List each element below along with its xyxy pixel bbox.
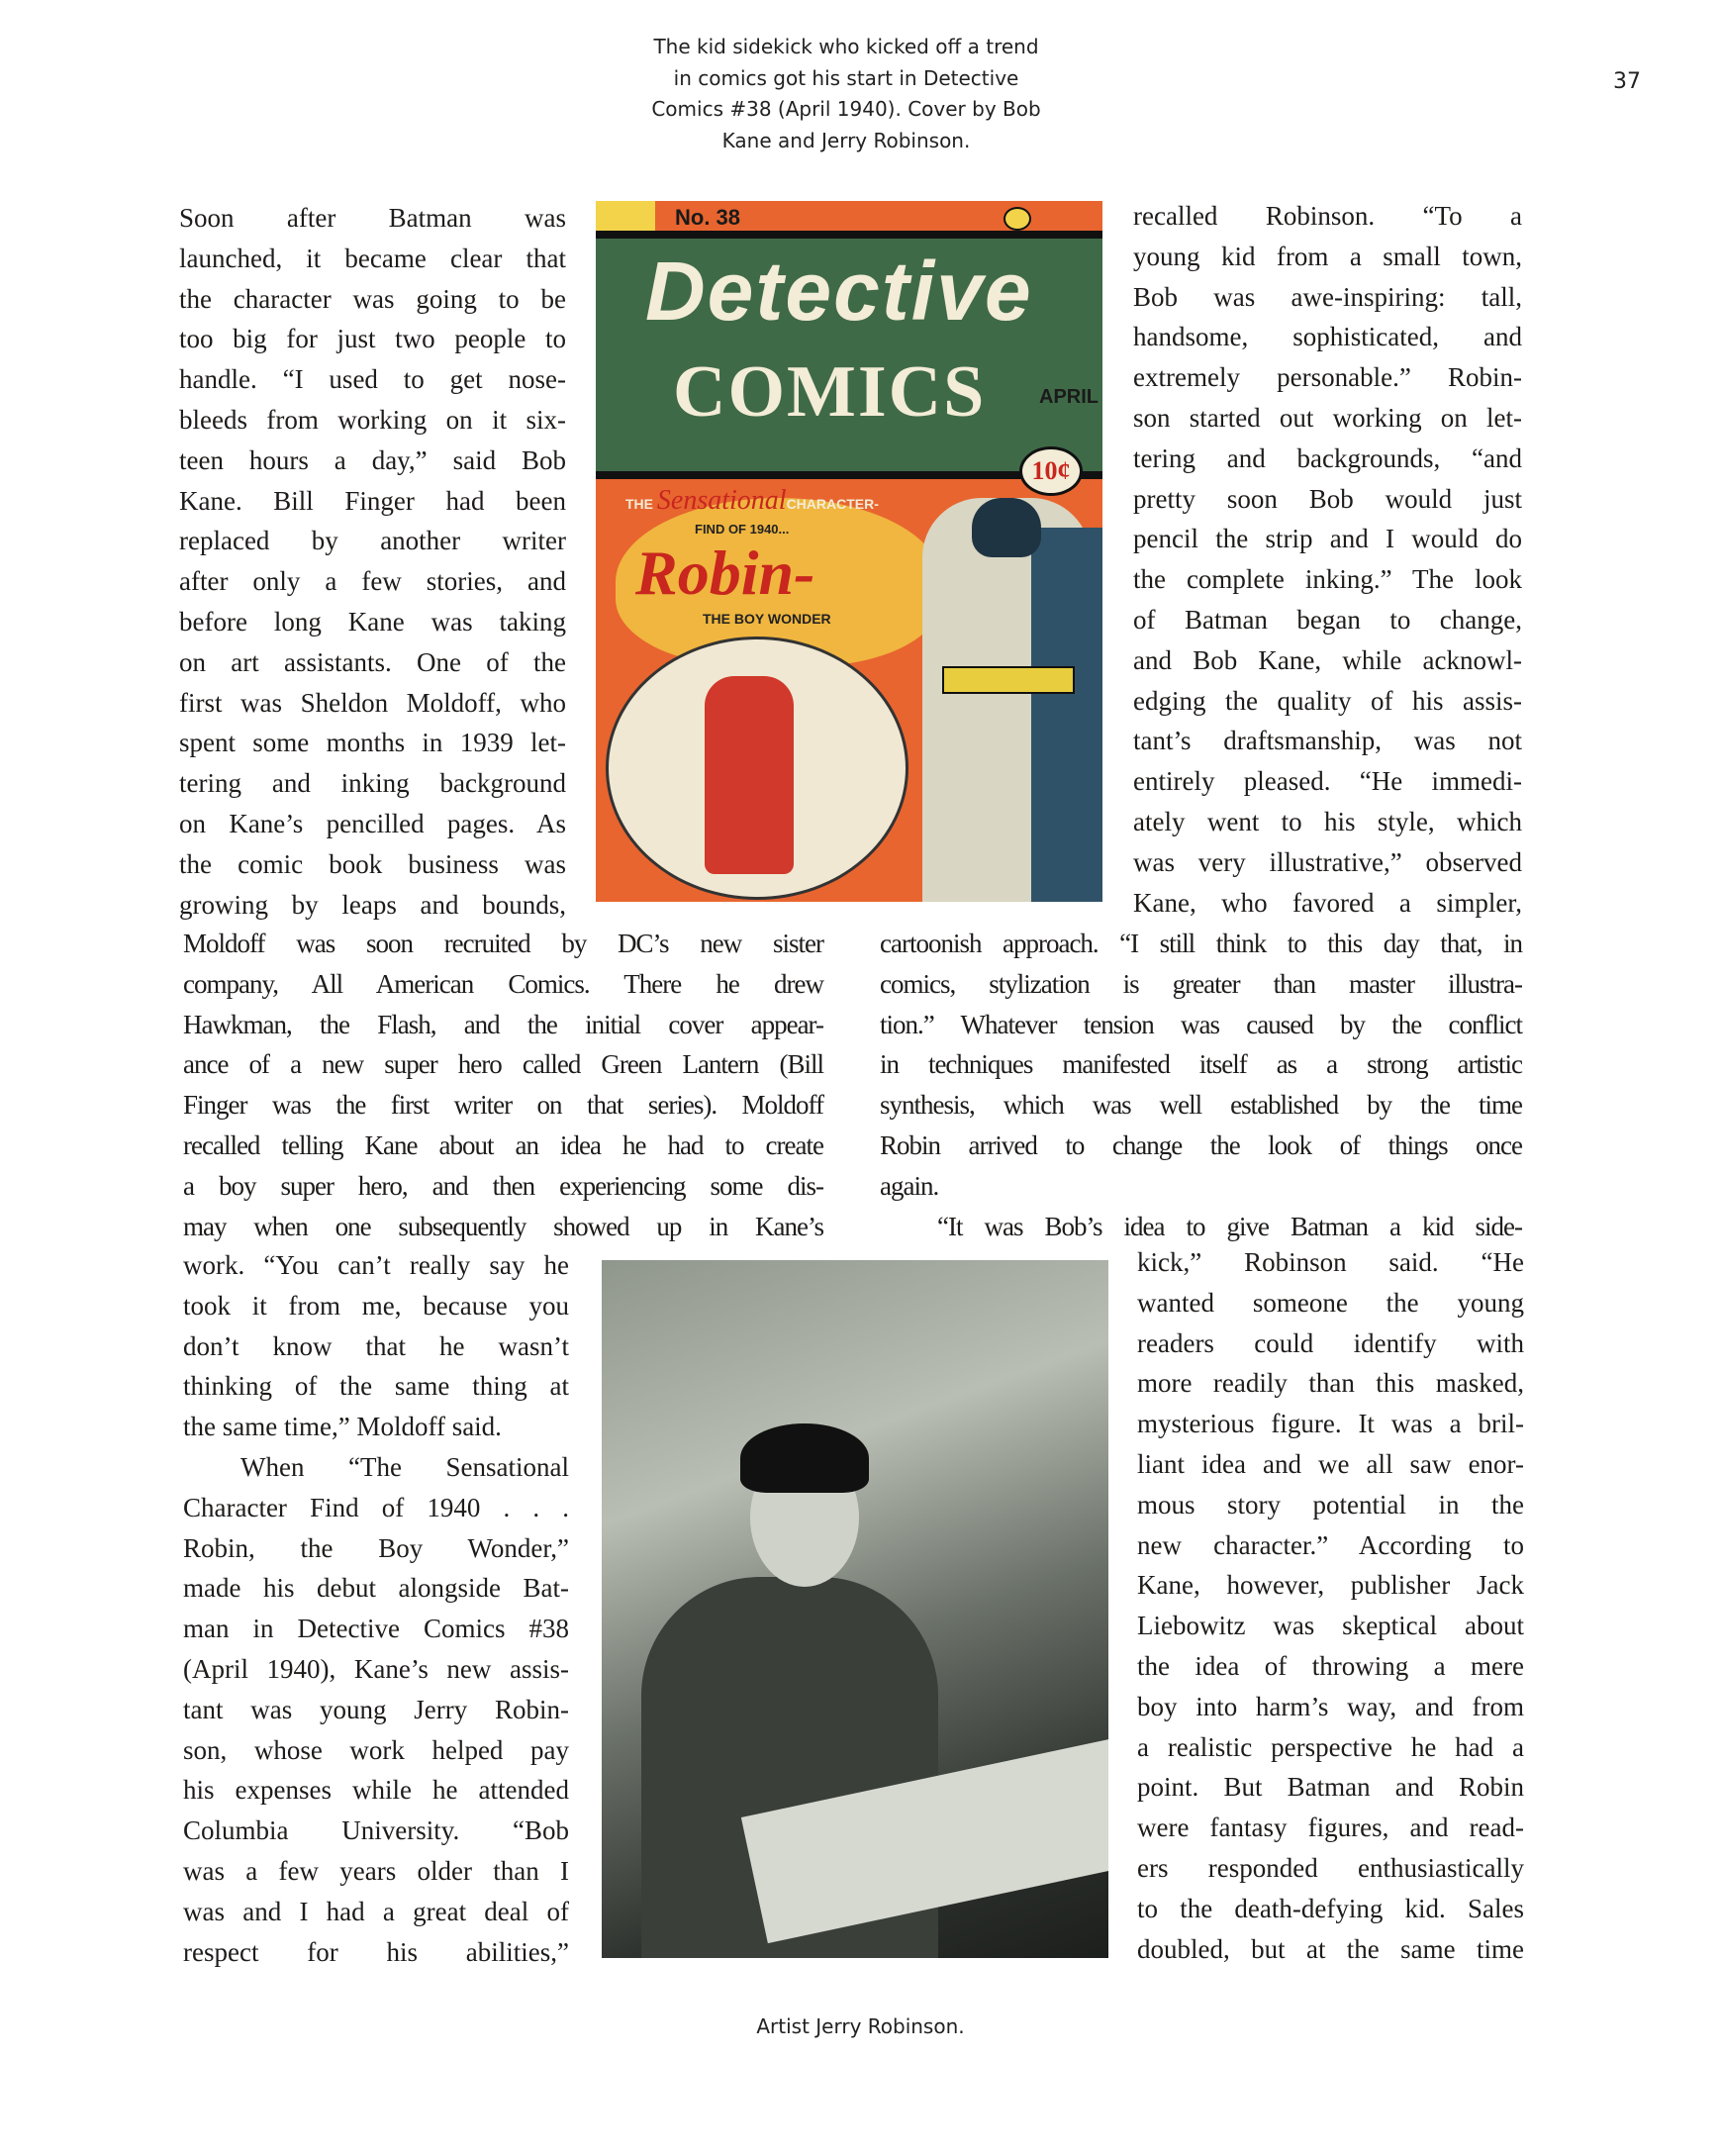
text-line: tering and backgrounds, “and — [1133, 442, 1522, 473]
text-column-lower-left — [183, 1245, 569, 1972]
text-line: Columbia University. “Bob — [183, 1815, 569, 1846]
text-line: wanted someone the young — [1137, 1287, 1524, 1318]
text-line: cartoonish approach. “I still think to this day that, in — [880, 929, 1522, 958]
text-column-middle-left — [183, 924, 823, 1246]
text-line: son started out working on let- — [1133, 402, 1522, 433]
text-line: tant was young Jerry Robin- — [183, 1694, 569, 1724]
text-line: Bob was awe-inspiring: tall, — [1133, 281, 1522, 312]
text-line: of Batman began to change, — [1133, 604, 1522, 635]
text-line: took it from me, because you — [183, 1290, 569, 1321]
text-column-upper-left — [179, 198, 566, 925]
text-line: and Bob Kane, while acknowl- — [1133, 644, 1522, 675]
caption-line: Comics #38 (April 1940). Cover by Bob — [651, 97, 1041, 121]
text-line: Robin, the Boy Wonder,” — [183, 1532, 569, 1563]
text-line: boy into harm’s way, and from — [1137, 1691, 1524, 1721]
caption-line: Kane and Jerry Robinson. — [721, 128, 971, 152]
text-line: edging the quality of his assis- — [1133, 685, 1522, 716]
detective-comics-38-cover-image — [596, 201, 1102, 902]
text-line: Kane, who favored a simpler, — [1133, 887, 1522, 918]
text-line: readers could identify with — [1137, 1327, 1524, 1358]
text-line: doubled, but at the same time — [1137, 1933, 1524, 1964]
text-line: young kid from a small town, — [1133, 241, 1522, 271]
text-column-upper-right — [1133, 196, 1522, 923]
batman-cowl — [972, 498, 1041, 557]
tag-the: THE — [625, 496, 653, 512]
text-line: the character was going to be — [179, 283, 566, 314]
text-line: the idea of throwing a mere — [1137, 1650, 1524, 1681]
text-line: When “The Sensational — [240, 1451, 569, 1482]
text-line: Hawkman, the Flash, and the initial cover appear- — [183, 1009, 823, 1039]
text-line: recalled Robinson. “To a — [1133, 201, 1522, 231]
text-line: pretty soon Bob would just — [1133, 483, 1522, 514]
photo-figure-hair — [740, 1423, 869, 1493]
text-line: was a few years older than I — [183, 1855, 569, 1886]
cover-month: APRIL — [1039, 386, 1099, 408]
text-line: too big for just two people to — [179, 324, 566, 354]
cover-robin-title: Robin- — [635, 538, 815, 608]
text-line: were fantasy figures, and read- — [1137, 1813, 1524, 1843]
text-line: was and I had a great deal of — [183, 1896, 569, 1926]
text-line: tant’s draftsmanship, was not — [1133, 726, 1522, 756]
cover-boy-wonder: THE BOY WONDER — [703, 611, 831, 627]
text-line: recalled telling Kane about an idea he had to create — [183, 1129, 823, 1160]
text-line: handle. “I used to get nose- — [179, 364, 566, 395]
text-line: Character Find of 1940 . . . — [183, 1492, 569, 1522]
text-line: tering and inking background — [179, 768, 566, 799]
text-line: thinking of the same thing at — [183, 1371, 569, 1402]
text-line: (April 1940), Kane’s new assis- — [183, 1653, 569, 1684]
text-line: Moldoff was soon recruited by DC’s new sister — [183, 929, 823, 958]
text-line: company, All American Comics. There he drew — [183, 968, 823, 999]
cover-tagline — [625, 484, 879, 518]
text-line: again. — [880, 1170, 939, 1201]
cover-title-detective: Detective — [645, 245, 1033, 338]
text-line: a realistic perspective he had a — [1137, 1731, 1524, 1762]
text-line: mysterious figure. It was a bril- — [1137, 1409, 1524, 1439]
text-line: after only a few stories, and — [179, 566, 566, 597]
text-line: pencil the strip and I would do — [1133, 524, 1522, 554]
text-line: new character.” According to — [1137, 1529, 1524, 1560]
text-line: made his debut alongside Bat- — [183, 1573, 569, 1604]
dc-logo-icon — [1004, 207, 1031, 231]
text-line: Kane, however, publisher Jack — [1137, 1570, 1524, 1601]
text-line: spent some months in 1939 let- — [179, 728, 566, 758]
text-line: the complete inking.” The look — [1133, 564, 1522, 595]
text-line: in techniques manifested itself as a strong artistic — [880, 1049, 1522, 1080]
text-line: Liebowitz was skeptical about — [1137, 1611, 1524, 1641]
text-line: launched, it became clear that — [179, 243, 566, 273]
text-line: ers responded enthusiastically — [1137, 1852, 1524, 1883]
page-number: 37 — [1613, 69, 1641, 94]
cover-caption — [594, 32, 1099, 156]
tag-character: CHARACTER- — [786, 496, 879, 512]
text-line: before long Kane was taking — [179, 606, 566, 637]
text-line: growing by leaps and bounds, — [179, 889, 566, 920]
text-line: handsome, sophisticated, and — [1133, 322, 1522, 352]
text-line: respect for his abilities,” — [183, 1936, 569, 1967]
text-line: tion.” Whatever tension was caused by the conflict — [880, 1009, 1522, 1039]
caption-line: The kid sidekick who kicked off a trend — [653, 35, 1039, 58]
text-line: kick,” Robinson said. “He — [1137, 1247, 1524, 1277]
text-line: entirely pleased. “He immedi- — [1133, 766, 1522, 797]
tag-sensational: Sensational — [656, 485, 787, 516]
text-line: first was Sheldon Moldoff, who — [179, 687, 566, 718]
text-line: comics, stylization is greater than master illustra- — [880, 968, 1522, 999]
text-line: more readily than this masked, — [1137, 1368, 1524, 1399]
text-line: Robin arrived to change the look of things once — [880, 1129, 1522, 1160]
robin-figure — [705, 676, 794, 874]
cover-find: FIND OF 1940... — [695, 522, 790, 537]
text-line: son, whose work helped pay — [183, 1734, 569, 1765]
text-column-lower-right — [1137, 1242, 1524, 1969]
text-line: the comic book business was — [179, 848, 566, 879]
cover-issue: No. 38 — [675, 205, 741, 230]
text-line: Finger was the first writer on that series). Moldoff — [183, 1090, 823, 1121]
text-line: point. But Batman and Robin — [1137, 1772, 1524, 1803]
text-line: teen hours a day,” said Bob — [179, 444, 566, 475]
text-line: was very illustrative,” observed — [1133, 846, 1522, 877]
text-line: don’t know that he wasn’t — [183, 1330, 569, 1361]
text-line: to the death-defying kid. Sales — [1137, 1893, 1524, 1923]
text-line: mous story potential in the — [1137, 1489, 1524, 1519]
text-line: “It was Bob’s idea to give Batman a kid side- — [937, 1211, 1522, 1241]
batman-cape — [1031, 528, 1102, 902]
text-line: on art assistants. One of the — [179, 646, 566, 677]
text-line: ance of a new super hero called Green Lantern (Bill — [183, 1049, 823, 1080]
text-line: on Kane’s pencilled pages. As — [179, 808, 566, 838]
text-line: work. “You can’t really say he — [183, 1250, 569, 1280]
text-line: Soon after Batman was — [179, 203, 566, 233]
cover-title-comics: COMICS — [673, 351, 987, 433]
text-line: synthesis, which was well established by the time — [880, 1090, 1522, 1121]
caption-line: in comics got his start in Detective — [673, 65, 1019, 90]
photo-caption: Artist Jerry Robinson. — [756, 2014, 965, 2038]
jerry-robinson-photo — [602, 1260, 1108, 1958]
text-line: a boy super hero, and then experiencing some dis- — [183, 1170, 823, 1201]
text-line: Kane. Bill Finger had been — [179, 485, 566, 516]
batman-belt — [942, 666, 1075, 694]
text-line: extremely personable.” Robin- — [1133, 362, 1522, 393]
text-line: ately went to his style, which — [1133, 806, 1522, 836]
text-line: bleeds from working on it six- — [179, 404, 566, 435]
text-line: the same time,” Moldoff said. — [183, 1412, 502, 1442]
text-line: his expenses while he attended — [183, 1775, 569, 1806]
text-column-middle-right — [880, 924, 1522, 1246]
cover-price: 10¢ — [1019, 446, 1083, 496]
text-line: man in Detective Comics #38 — [183, 1614, 569, 1644]
text-line: liant idea and we all saw enor- — [1137, 1448, 1524, 1479]
text-line: replaced by another writer — [179, 526, 566, 556]
text-line: may when one subsequently showed up in Kane’s — [183, 1211, 823, 1241]
